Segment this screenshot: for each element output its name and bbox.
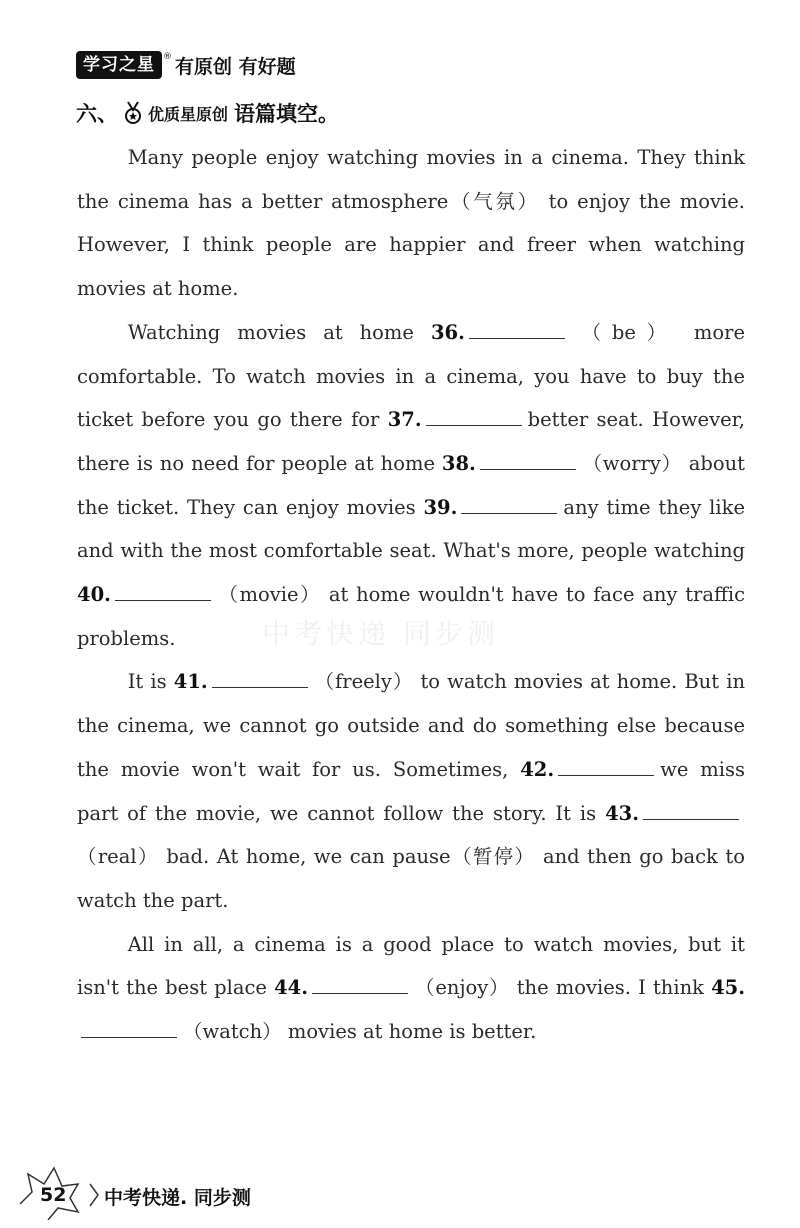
blank-40[interactable] bbox=[115, 599, 211, 601]
star-badge-icon bbox=[18, 1162, 118, 1220]
section-number: 六、 bbox=[76, 102, 118, 126]
text-span: It is bbox=[127, 670, 167, 694]
text-span: （freely） to watch movies at home. But in the cinema, we cannot go outside and do something else because the movie won't wait for us. Sometimes, bbox=[77, 670, 745, 781]
text-span: we miss part of the movie, we cannot follow the story. It is bbox=[77, 757, 745, 825]
blank-43[interactable] bbox=[643, 818, 739, 820]
series-title: 中考快递. 同步测 bbox=[104, 1187, 251, 1209]
blank-45[interactable] bbox=[81, 1036, 177, 1038]
question-number-40: 40. bbox=[77, 583, 111, 607]
header-brand bbox=[76, 50, 296, 80]
text-span: （be） more comfortable. To watch movies in a cinema, you have to buy the ticket before you go there for bbox=[77, 320, 745, 432]
paragraph-1: Many people enjoy watching movies in a cinema. They think the cinema has a better atmosphere（气氛） to enjoy the movie. However, I think people are happier and freer when watching movies at home. bbox=[77, 146, 745, 301]
question-number-39: 39. bbox=[423, 495, 458, 519]
question-number-43: 43. bbox=[605, 801, 639, 825]
text-span: （worry） about the ticket. They can enjoy movies bbox=[77, 451, 745, 519]
medal-icon bbox=[122, 101, 144, 125]
quality-label: 优质星原创 bbox=[148, 104, 229, 124]
blank-42[interactable] bbox=[558, 774, 654, 776]
text-span: （movie） at home wouldn't have to face any traffic problems. bbox=[77, 583, 745, 650]
text-span: Watching movies at home bbox=[127, 320, 414, 344]
passage bbox=[77, 136, 745, 1054]
paragraph-2 bbox=[77, 311, 745, 661]
blank-37[interactable] bbox=[426, 424, 522, 426]
question-number-42: 42. bbox=[520, 757, 555, 781]
paragraph-4 bbox=[77, 923, 745, 1054]
blank-39[interactable] bbox=[461, 512, 557, 514]
registered-mark: ® bbox=[163, 52, 172, 62]
page-footer bbox=[18, 1162, 318, 1220]
section-title: 语篇填空。 bbox=[234, 102, 340, 126]
question-number-41: 41. bbox=[173, 670, 208, 694]
page-number: 52 bbox=[40, 1184, 67, 1206]
text-span: （watch） movies at home is better. bbox=[183, 1020, 537, 1044]
question-number-45: 45. bbox=[711, 976, 746, 1000]
question-number-36: 36. bbox=[430, 320, 465, 344]
section-heading bbox=[76, 98, 339, 128]
brand-logo: 学习之星 bbox=[76, 51, 162, 79]
question-number-44: 44. bbox=[274, 976, 309, 1000]
question-number-37: 37. bbox=[387, 408, 422, 432]
text-span: （real） bad. At home, we can pause（暂停） and then go back to watch the part. bbox=[77, 845, 745, 912]
brand-slogan: 有原创 有好题 bbox=[175, 55, 296, 78]
text-span: any time they like and with the most comfortable seat. What's more, people watching bbox=[77, 495, 745, 563]
blank-41[interactable] bbox=[212, 686, 308, 688]
paragraph-3 bbox=[77, 660, 745, 922]
text-span: （enjoy） the movies. I think bbox=[414, 976, 704, 1000]
blank-38[interactable] bbox=[480, 468, 576, 470]
blank-36[interactable] bbox=[469, 337, 565, 339]
blank-44[interactable] bbox=[312, 992, 408, 994]
watermark: 中考快递 同步测 bbox=[262, 617, 499, 650]
text-span: better seat. However, there is no need for people at home bbox=[77, 408, 745, 475]
text-span: All in all, a cinema is a good place to watch movies, but it isn't the best place bbox=[77, 932, 745, 1000]
question-number-38: 38. bbox=[441, 451, 476, 475]
